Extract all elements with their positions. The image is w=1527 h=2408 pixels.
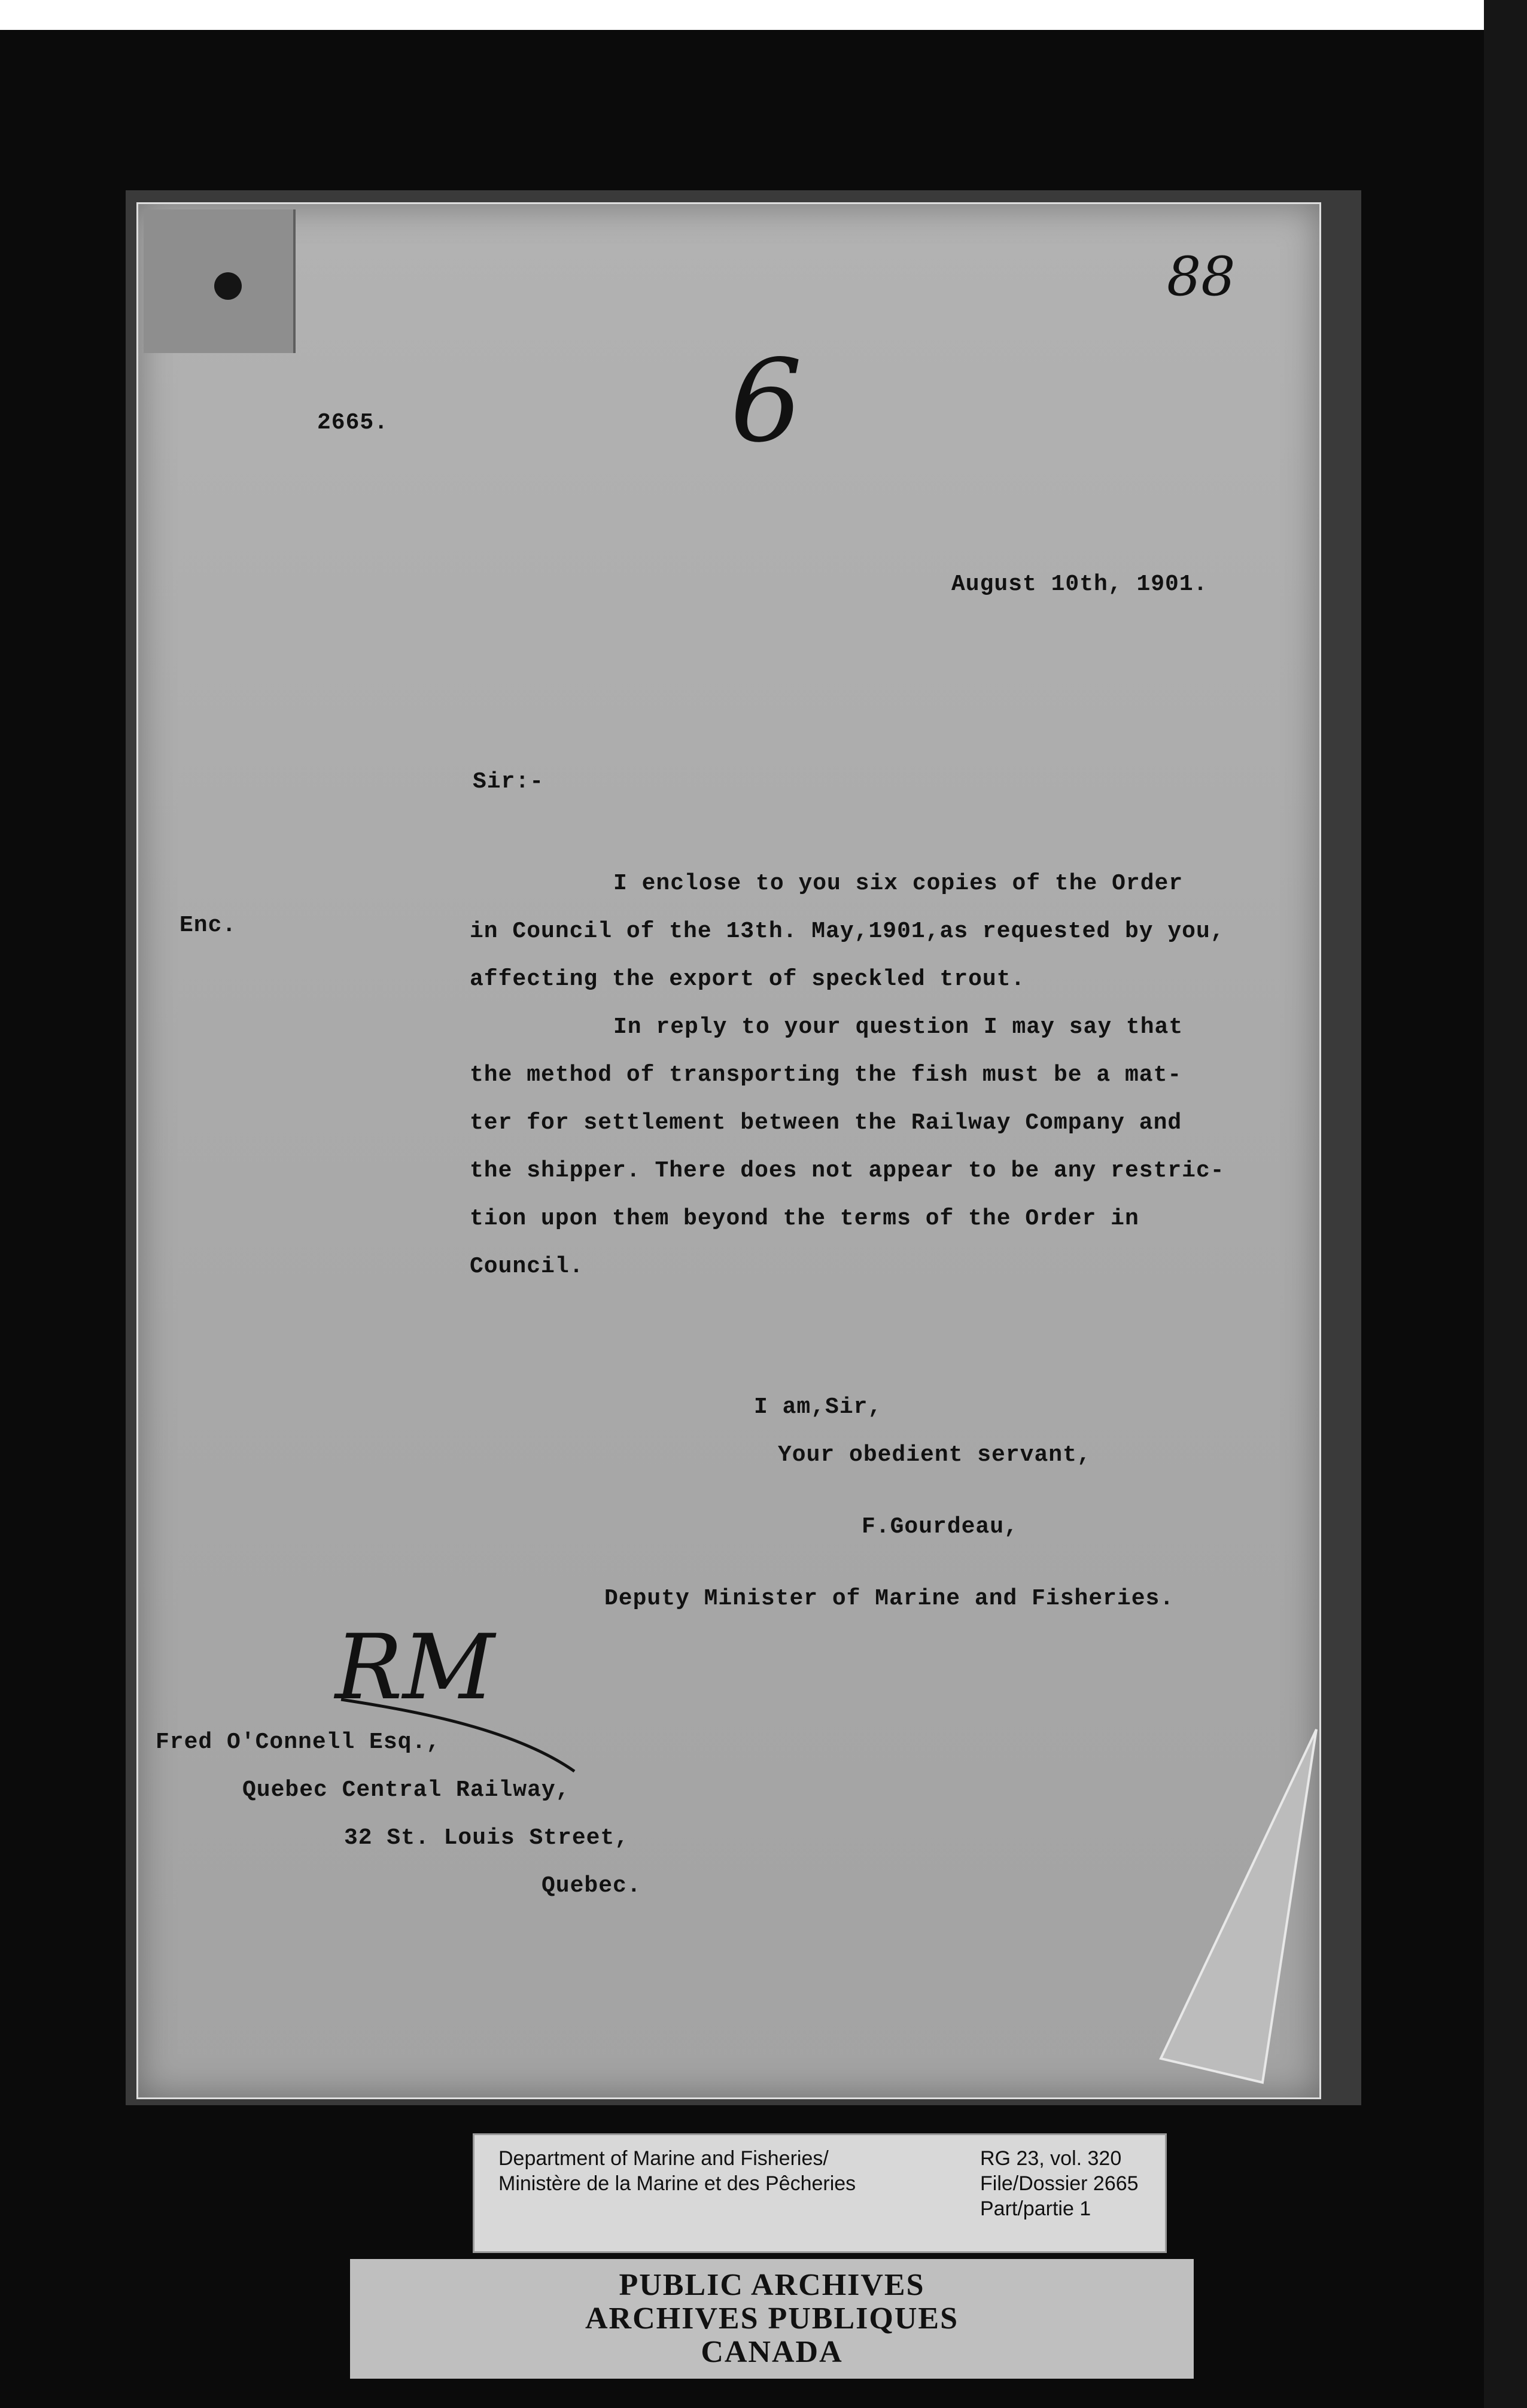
part-partie: Part/partie 1 [980, 2197, 1091, 2220]
folded-corner-icon [1137, 1723, 1328, 2106]
archive-stamp [350, 2259, 1194, 2379]
address-line: 32 St. Louis Street, [344, 1825, 629, 1851]
body-line: ter for settlement between the Railway Company and [470, 1110, 1182, 1136]
body-line: the shipper. There does not appear to be any restric- [470, 1158, 1225, 1184]
letter-date: August 10th, 1901. [951, 571, 1208, 597]
department-french: Ministère de la Marine et des Pêcheries [498, 2172, 856, 2195]
salutation: Sir:- [473, 769, 545, 795]
signature-title: Deputy Minister of Marine and Fisheries. [604, 1586, 1175, 1612]
scan-top-border [0, 0, 1527, 30]
scan-right-border [1484, 0, 1527, 2408]
page-number-handwritten: 88 [1167, 245, 1236, 308]
stamp-line-french: ARCHIVES PUBLIQUES [585, 2301, 959, 2336]
signature-name: F.Gourdeau, [862, 1514, 1018, 1540]
address-line: Fred O'Connell Esq., [156, 1729, 441, 1755]
file-dossier: File/Dossier 2665 [980, 2172, 1139, 2195]
stamp-line-country: CANADA [701, 2335, 843, 2369]
handwritten-six: 6 [730, 335, 802, 467]
body-line: In reply to your question I may say that [613, 1014, 1184, 1040]
body-line: tion upon them beyond the terms of the Order in [470, 1206, 1139, 1232]
stamp-line-english: PUBLIC ARCHIVES [619, 2268, 925, 2302]
body-line: Council. [470, 1254, 584, 1279]
margin-note-enclosure: Enc. [180, 913, 237, 938]
initials-signature: RM [335, 1616, 495, 1720]
department-english: Department of Marine and Fisheries/ [498, 2147, 829, 2170]
body-line: I enclose to you six copies of the Order [613, 871, 1184, 896]
punch-hole-icon [214, 272, 242, 300]
file-number: 2665. [317, 410, 389, 436]
record-group: RG 23, vol. 320 [980, 2147, 1122, 2170]
body-line: the method of transporting the fish must be a mat- [470, 1062, 1182, 1088]
body-line: in Council of the 13th. May,1901,as requested by you, [470, 919, 1225, 944]
closing-line: Your obedient servant, [778, 1442, 1091, 1468]
archive-reference-label [473, 2133, 1167, 2253]
closing-line: I am,Sir, [754, 1394, 883, 1420]
address-line: Quebec Central Railway, [242, 1777, 570, 1803]
address-line: Quebec. [542, 1873, 641, 1899]
body-line: affecting the export of speckled trout. [470, 966, 1026, 992]
